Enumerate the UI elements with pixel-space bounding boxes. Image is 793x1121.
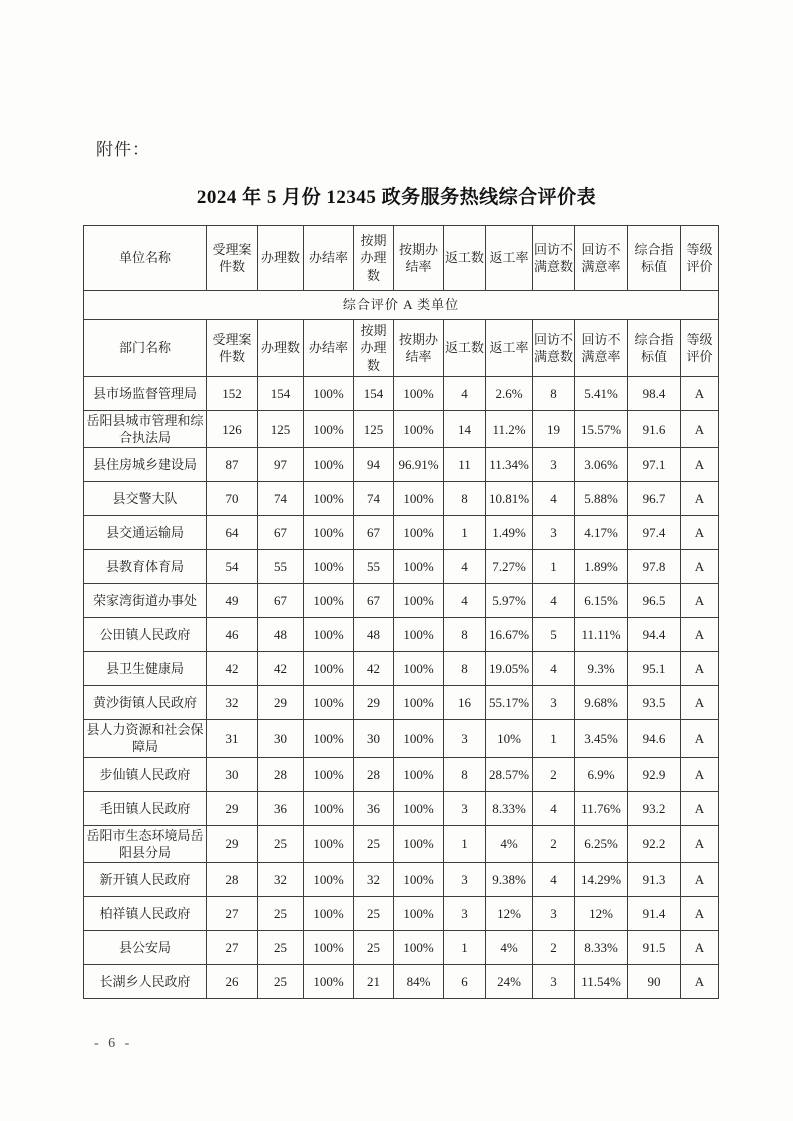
value-cell: 25 [258,964,304,998]
value-cell: 3 [444,791,486,825]
value-cell: A [681,791,719,825]
department-name-cell: 县交通运输局 [84,516,207,550]
value-cell: 10.81% [486,482,533,516]
value-cell: 8 [533,377,575,411]
value-cell: 94 [354,448,394,482]
value-cell: A [681,377,719,411]
value-cell: 3.06% [575,448,628,482]
value-cell: 27 [207,896,258,930]
table-row [84,896,719,930]
value-cell: 4 [533,482,575,516]
value-cell: A [681,448,719,482]
value-cell: A [681,584,719,618]
value-cell: 4% [486,930,533,964]
value-cell: 97.4 [628,516,681,550]
column-header: 按期办理数 [354,226,394,291]
value-cell: 6.9% [575,757,628,791]
value-cell: 100% [304,862,354,896]
value-cell: 95.1 [628,652,681,686]
department-name-cell: 荣家湾街道办事处 [84,584,207,618]
table-row [84,964,719,998]
value-cell: 3.45% [575,720,628,757]
value-cell: 100% [394,411,444,448]
table-row [84,686,719,720]
value-cell: 5.41% [575,377,628,411]
value-cell: 100% [304,448,354,482]
value-cell: 100% [394,757,444,791]
column-header: 综合指标值 [628,226,681,291]
department-name-cell: 新开镇人民政府 [84,862,207,896]
value-cell: 28 [207,862,258,896]
value-cell: 4 [444,377,486,411]
value-cell: 28 [258,757,304,791]
value-cell: 11.2% [486,411,533,448]
value-cell: 8.33% [486,791,533,825]
department-name-cell: 县人力资源和社会保障局 [84,720,207,757]
value-cell: 55 [354,550,394,584]
value-cell: 1 [533,550,575,584]
department-name-cell: 县住房城乡建设局 [84,448,207,482]
table-row [84,584,719,618]
value-cell: 25 [258,896,304,930]
value-cell: 1.49% [486,516,533,550]
value-cell: 64 [207,516,258,550]
value-cell: 3 [444,862,486,896]
page-title: 2024 年 5 月份 12345 政务服务热线综合评价表 [196,187,597,208]
value-cell: 46 [207,618,258,652]
value-cell: 100% [394,791,444,825]
value-cell: 25 [258,825,304,862]
value-cell: 2 [533,757,575,791]
value-cell: 100% [304,930,354,964]
value-cell: 28 [354,757,394,791]
value-cell: 100% [394,862,444,896]
value-cell: 100% [304,377,354,411]
value-cell: 100% [394,584,444,618]
value-cell: 15.57% [575,411,628,448]
value-cell: 100% [304,686,354,720]
value-cell: 48 [354,618,394,652]
value-cell: 98.4 [628,377,681,411]
column-header: 回访不满意数 [533,226,575,291]
value-cell: 100% [304,482,354,516]
value-cell: 97 [258,448,304,482]
value-cell: 19.05% [486,652,533,686]
value-cell: 100% [304,618,354,652]
value-cell: 29 [207,791,258,825]
value-cell: 92.2 [628,825,681,862]
value-cell: 3 [533,516,575,550]
table-row [84,516,719,550]
value-cell: 70 [207,482,258,516]
value-cell: 1 [444,825,486,862]
value-cell: 87 [207,448,258,482]
value-cell: 36 [258,791,304,825]
column-header: 回访不满意率 [575,226,628,291]
value-cell: 4 [444,584,486,618]
value-cell: 55 [258,550,304,584]
table-row [84,791,719,825]
value-cell: 30 [207,757,258,791]
category-band-row [84,291,719,320]
department-name-cell: 岳阳县城市管理和综合执法局 [84,411,207,448]
value-cell: 100% [304,720,354,757]
value-cell: 100% [394,516,444,550]
value-cell: A [681,862,719,896]
value-cell: 3 [533,964,575,998]
value-cell: 19 [533,411,575,448]
table-row [84,757,719,791]
table-row [84,930,719,964]
page-number: - 6 - [94,1036,133,1051]
value-cell: 4.17% [575,516,628,550]
value-cell: A [681,550,719,584]
value-cell: 100% [394,652,444,686]
value-cell: 100% [304,584,354,618]
table-row [84,377,719,411]
column-header: 返工率 [486,226,533,291]
value-cell: 100% [394,482,444,516]
value-cell: A [681,618,719,652]
column-header: 按期办结率 [394,320,444,377]
value-cell: 8 [444,757,486,791]
value-cell: 74 [258,482,304,516]
value-cell: 74 [354,482,394,516]
header-row-sub [84,320,719,377]
value-cell: 154 [258,377,304,411]
value-cell: 96.91% [394,448,444,482]
value-cell: 100% [394,930,444,964]
value-cell: 16.67% [486,618,533,652]
value-cell: A [681,825,719,862]
table-row [84,411,719,448]
value-cell: 154 [354,377,394,411]
value-cell: 30 [258,720,304,757]
column-header: 办结率 [304,226,354,291]
value-cell: 90 [628,964,681,998]
value-cell: 4 [533,791,575,825]
value-cell: 11.54% [575,964,628,998]
value-cell: 14 [444,411,486,448]
column-header: 等级评价 [681,226,719,291]
value-cell: 29 [258,686,304,720]
department-name-cell: 县公安局 [84,930,207,964]
column-header: 返工数 [444,226,486,291]
table-body [84,377,719,999]
value-cell: 28.57% [486,757,533,791]
department-name-cell: 县教育体育局 [84,550,207,584]
value-cell: 11 [444,448,486,482]
column-header: 受理案件数 [207,226,258,291]
table-row [84,618,719,652]
table-row [84,825,719,862]
value-cell: 5.97% [486,584,533,618]
column-header: 回访不满意数 [533,320,575,377]
department-name-cell: 步仙镇人民政府 [84,757,207,791]
column-header: 办理数 [258,320,304,377]
value-cell: 49 [207,584,258,618]
column-header: 办理数 [258,226,304,291]
value-cell: 7.27% [486,550,533,584]
value-cell: 4 [533,862,575,896]
value-cell: 6.15% [575,584,628,618]
value-cell: 30 [354,720,394,757]
value-cell: 42 [354,652,394,686]
value-cell: 1.89% [575,550,628,584]
value-cell: A [681,720,719,757]
department-name-cell: 公田镇人民政府 [84,618,207,652]
table-row [84,862,719,896]
value-cell: 3 [444,720,486,757]
column-header: 按期办理数 [354,320,394,377]
value-cell: 4 [533,584,575,618]
value-cell: 8 [444,482,486,516]
attachment-label: 附件： [96,140,150,159]
column-header: 部门名称 [84,320,207,377]
value-cell: 1 [444,516,486,550]
column-header: 等级评价 [681,320,719,377]
value-cell: 4 [533,652,575,686]
value-cell: A [681,686,719,720]
column-header: 回访不满意率 [575,320,628,377]
value-cell: A [681,652,719,686]
value-cell: 125 [354,411,394,448]
value-cell: 100% [304,411,354,448]
value-cell: 32 [207,686,258,720]
value-cell: 11.11% [575,618,628,652]
value-cell: 6 [444,964,486,998]
value-cell: 54 [207,550,258,584]
category-band-label: 综合评价 A 类单位 [84,291,719,320]
value-cell: A [681,896,719,930]
value-cell: 93.5 [628,686,681,720]
value-cell: 25 [258,930,304,964]
column-header: 综合指标值 [628,320,681,377]
value-cell: 67 [258,516,304,550]
value-cell: 5 [533,618,575,652]
value-cell: 10% [486,720,533,757]
value-cell: 8 [444,652,486,686]
value-cell: 9.3% [575,652,628,686]
value-cell: 2.6% [486,377,533,411]
value-cell: 5.88% [575,482,628,516]
value-cell: 4 [444,550,486,584]
value-cell: 96.7 [628,482,681,516]
column-header: 单位名称 [84,226,207,291]
value-cell: 125 [258,411,304,448]
value-cell: 152 [207,377,258,411]
value-cell: 100% [304,550,354,584]
table-row [84,550,719,584]
value-cell: 3 [444,896,486,930]
evaluation-table [83,225,719,999]
value-cell: 94.6 [628,720,681,757]
column-header: 返工数 [444,320,486,377]
value-cell: 32 [258,862,304,896]
value-cell: 100% [304,516,354,550]
value-cell: 100% [394,896,444,930]
value-cell: 94.4 [628,618,681,652]
department-name-cell: 长湖乡人民政府 [84,964,207,998]
value-cell: A [681,482,719,516]
value-cell: 67 [258,584,304,618]
value-cell: 93.2 [628,791,681,825]
value-cell: 100% [394,377,444,411]
value-cell: 48 [258,618,304,652]
value-cell: 100% [394,825,444,862]
value-cell: 21 [354,964,394,998]
value-cell: 12% [575,896,628,930]
value-cell: 36 [354,791,394,825]
header-row-top [84,226,719,291]
value-cell: 11.76% [575,791,628,825]
value-cell: 91.3 [628,862,681,896]
value-cell: 67 [354,584,394,618]
department-name-cell: 岳阳市生态环境局岳阳县分局 [84,825,207,862]
value-cell: 3 [533,896,575,930]
table-head [84,226,719,377]
value-cell: 100% [394,720,444,757]
value-cell: 97.8 [628,550,681,584]
department-name-cell: 县卫生健康局 [84,652,207,686]
value-cell: 3 [533,686,575,720]
value-cell: 100% [394,618,444,652]
value-cell: 24% [486,964,533,998]
value-cell: 100% [394,686,444,720]
value-cell: 92.9 [628,757,681,791]
value-cell: 31 [207,720,258,757]
value-cell: 1 [444,930,486,964]
value-cell: 14.29% [575,862,628,896]
value-cell: 42 [207,652,258,686]
value-cell: 6.25% [575,825,628,862]
value-cell: 29 [354,686,394,720]
value-cell: 25 [354,825,394,862]
value-cell: 8 [444,618,486,652]
value-cell: 11.34% [486,448,533,482]
value-cell: 100% [304,791,354,825]
department-name-cell: 毛田镇人民政府 [84,791,207,825]
value-cell: 55.17% [486,686,533,720]
table-row [84,720,719,757]
column-header: 办结率 [304,320,354,377]
value-cell: 29 [207,825,258,862]
department-name-cell: 黄沙街镇人民政府 [84,686,207,720]
value-cell: 100% [304,896,354,930]
value-cell: 3 [533,448,575,482]
value-cell: 26 [207,964,258,998]
value-cell: 9.38% [486,862,533,896]
value-cell: 97.1 [628,448,681,482]
value-cell: 100% [304,652,354,686]
value-cell: 9.68% [575,686,628,720]
table-row [84,482,719,516]
value-cell: 1 [533,720,575,757]
value-cell: 2 [533,825,575,862]
department-name-cell: 县交警大队 [84,482,207,516]
value-cell: 100% [394,550,444,584]
value-cell: 126 [207,411,258,448]
value-cell: A [681,964,719,998]
department-name-cell: 县市场监督管理局 [84,377,207,411]
value-cell: 12% [486,896,533,930]
value-cell: 84% [394,964,444,998]
value-cell: 8.33% [575,930,628,964]
value-cell: 91.6 [628,411,681,448]
value-cell: 2 [533,930,575,964]
column-header: 受理案件数 [207,320,258,377]
value-cell: 96.5 [628,584,681,618]
table-row [84,448,719,482]
value-cell: 91.4 [628,896,681,930]
value-cell: A [681,930,719,964]
value-cell: A [681,757,719,791]
value-cell: 27 [207,930,258,964]
value-cell: 16 [444,686,486,720]
value-cell: 100% [304,757,354,791]
value-cell: 100% [304,825,354,862]
value-cell: 25 [354,896,394,930]
value-cell: 25 [354,930,394,964]
value-cell: 100% [304,964,354,998]
column-header: 按期办结率 [394,226,444,291]
column-header: 返工率 [486,320,533,377]
value-cell: 67 [354,516,394,550]
value-cell: 32 [354,862,394,896]
value-cell: A [681,411,719,448]
value-cell: 42 [258,652,304,686]
value-cell: 4% [486,825,533,862]
value-cell: A [681,516,719,550]
value-cell: 91.5 [628,930,681,964]
department-name-cell: 柏祥镇人民政府 [84,896,207,930]
table-row [84,652,719,686]
